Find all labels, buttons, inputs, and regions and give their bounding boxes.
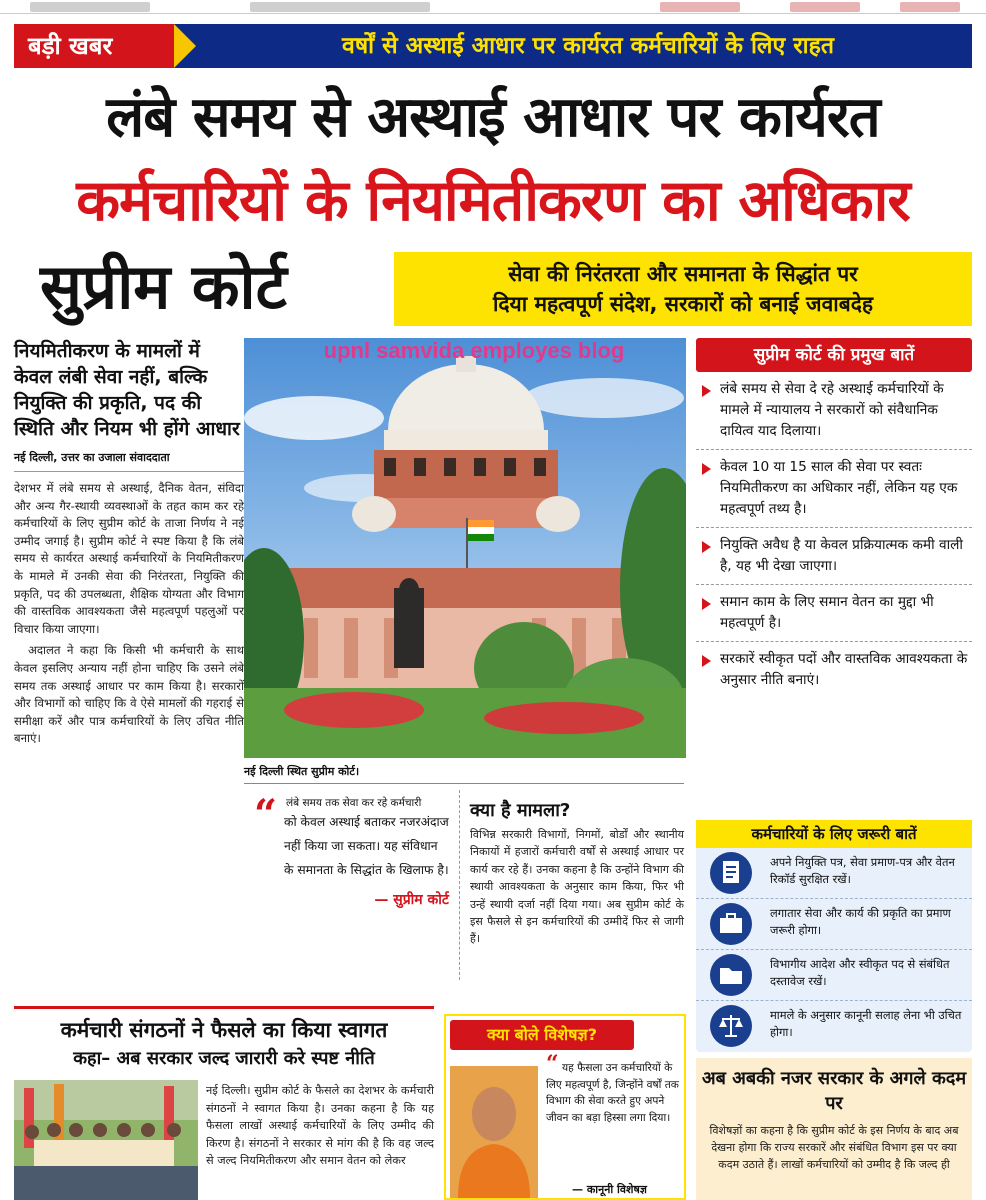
- deck-box: [394, 252, 972, 326]
- scales-icon: [710, 1005, 752, 1047]
- arrow-bullet-icon: [702, 655, 711, 667]
- headline-line-2: कर्मचारियों के नियमितीकरण का अधिकार: [76, 168, 910, 234]
- tip-item: [696, 899, 972, 950]
- case-background-box: [470, 798, 684, 948]
- key-points-column: [696, 338, 972, 698]
- tip-text: अपने नियुक्ति पत्र, सेवा प्रमाण-पत्र और वेतन रिकॉर्ड सुरक्षित रखें।: [770, 855, 955, 886]
- key-point-item: [696, 450, 972, 528]
- document-icon: [710, 852, 752, 894]
- next-step-text: विशेषज्ञों का कहना है कि सुप्रीम कोर्ट के इस निर्णय के बाद अब देखना होगा कि राज्य सरकारें और संबंधित विभाग इस पर क्या कदम उठाते हैं। लाखों कर्मचारियों को उम्मीद है कि जल्द ही: [709, 1124, 959, 1171]
- left-column: [14, 338, 244, 748]
- tip-item: [696, 848, 972, 899]
- key-point-text: समान काम के लिए समान वेतन का मुद्दा भी महत्वपूर्ण है।: [720, 594, 934, 631]
- unions-title: कर्मचारी संगठनों ने फैसले का किया स्वागत: [14, 1006, 434, 1045]
- deck-line-1: सेवा की निरंतरता और समानता के सिद्धांत पर: [508, 262, 858, 286]
- next-step-box: [696, 1058, 972, 1200]
- arrow-bullet-icon: [702, 385, 711, 397]
- tip-item: [696, 950, 972, 1001]
- briefcase-icon: [710, 903, 752, 945]
- key-points-title: सुप्रीम कोर्ट की प्रमुख बातें: [696, 338, 972, 372]
- flag-green: [468, 534, 494, 541]
- expert-quote: [546, 1051, 682, 1126]
- expert-quote-text: यह फैसला उन कर्मचारियों के लिए महत्वपूर्ण है, जिन्होंने वर्षों तक विभाग की सेवा करते हुए अपने जीवन का बड़ा हिस्सा लगा दिया।: [546, 1062, 679, 1124]
- flag-white: [468, 527, 494, 534]
- arrow-bullet-icon: [702, 463, 711, 475]
- photo-caption: नई दिल्ली स्थित सुप्रीम कोर्ट।: [244, 764, 684, 784]
- key-point-text: लंबे समय से सेवा दे रहे अस्थाई कर्मचारियों के मामले में न्यायालय ने सरकारों को संवैधानिक दायित्व याद दिलाया।: [720, 381, 944, 439]
- tip-text: मामले के अनुसार कानूनी सलाह लेना भी उचित होगा।: [770, 1008, 962, 1039]
- tip-text: लगातार सेवा और कार्य की प्रकृति का प्रमाण जरूरी होगा।: [770, 906, 951, 937]
- lead-heading: नियमितीकरण के मामलों में केवल लंबी सेवा नहीं, बल्कि नियुक्ति की प्रकृति, पद की स्थिति और नियम भी होंगे आधार: [14, 340, 240, 440]
- tip-item: [696, 1001, 972, 1052]
- key-point-item: [696, 585, 972, 642]
- tips-title: कर्मचारियों के लिए जरूरी बातें: [696, 820, 972, 848]
- key-point-item: [696, 642, 972, 698]
- breaking-tag: बड़ी खबर: [14, 24, 174, 68]
- key-point-text: केवल 10 या 15 साल की सेवा पर स्वतः नियमितीकरण का अधिकार नहीं, लेकिन यह एक महत्वपूर्ण तथ्य है।: [720, 459, 958, 517]
- key-point-text: सरकारें स्वीकृत पदों और वास्तविक आवश्यकता के अनुसार नीति बनाएं।: [720, 651, 968, 688]
- quote-mark-icon: “: [546, 1051, 559, 1077]
- expert-source: — कानूनी विशेषज्ञ: [572, 1183, 647, 1196]
- court-quote-box: [244, 790, 460, 980]
- breaking-chevron-yellow: [174, 24, 196, 68]
- masthead-strip: [0, 0, 986, 14]
- key-point-item: [696, 372, 972, 450]
- next-step-title: अब अबकी नजर सरकार के अगले कदम पर: [701, 1068, 967, 1114]
- quote-source: — सुप्रीम कोर्ट: [374, 892, 449, 908]
- article-paragraph-2: अदालत ने कहा कि किसी भी कर्मचारी के साथ केवल इसलिए अन्याय नहीं होना चाहिए कि उसने लंबे समय तक अस्थाई आधार पर काम किया है। सरकारों और विभागों को चाहिए कि वे ऐसे मामलों की गहराई से समीक्षा करें और पात्र कर्मचारियों के लिए उचित नीति बनाएं।: [14, 643, 244, 746]
- breaking-news-bar: [14, 24, 972, 68]
- breaking-text: वर्षों से अस्थाई आधार पर कार्यरत कर्मचारियों के लिए राहत: [342, 33, 834, 59]
- byline: नई दिल्ली, उत्तर का उजाला संवाददाता: [14, 450, 244, 472]
- arrow-bullet-icon: [702, 598, 711, 610]
- headline-line-1: लंबे समय से अस्थाई आधार पर कार्यरत: [106, 85, 880, 150]
- unions-group-photo: [14, 1080, 198, 1200]
- key-point-text: नियुक्ति अवैध है या केवल प्रक्रियात्मक कमी वाली है, यह भी देखा जाएगा।: [720, 537, 963, 574]
- watermark-text: upnl samvida employes blog: [323, 338, 625, 363]
- experts-title: क्या बोले विशेषज्ञ?: [450, 1020, 634, 1050]
- unions-story: [14, 1006, 434, 1168]
- tip-text: विभागीय आदेश और स्वीकृत पद से संबंधित दस्तावेज रखें।: [770, 957, 950, 988]
- quote-text: को केवल अस्थाई बताकर नजरअंदाज नहीं किया जा सकता। यह संविधान के समानता के सिद्धांत के खिलाफ है।: [284, 815, 449, 877]
- quote-intro: लंबे समय तक सेवा कर रहे कर्मचारी: [286, 797, 422, 809]
- unions-text: नई दिल्ली। सुप्रीम कोर्ट के फैसले का देशभर के कर्मचारी संगठनों ने स्वागत किया है। उनका कहना है कि यह फैसला लाखों अस्थाई कर्मचारियों के लिए उम्मीद की किरण है। संगठनों ने सरकार से मांग की है कि वह जल्द से जल्द नियमितीकरण और समान वेतन को लेकर: [206, 1084, 434, 1168]
- headline-line-3: सुप्रीम कोर्ट: [40, 250, 287, 323]
- flag-saffron: [468, 520, 494, 527]
- case-background-text: विभिन्न सरकारी विभागों, निगमों, बोर्डों और स्थानीय निकायों में हजारों कर्मचारी वर्षों से अस्थाई आधार पर कार्य कर रहे हैं। उनका कहना है कि उन्होंने विभाग की स्थायी आवश्यकता के अनुसार काम किया, फिर भी उन्हें स्थायी दर्जा नहीं दिया गया। अब सुप्रीम कोर्ट के इस फैसले से इन कर्मचारियों की उम्मीदें फिर से जागी हैं।: [470, 828, 684, 946]
- key-point-item: [696, 528, 972, 585]
- quote-mark-icon: “: [254, 791, 278, 838]
- unions-subtitle: कहा– अब सरकार जल्द जारारी करे स्पष्ट नीति: [73, 1048, 375, 1069]
- supreme-court-photo: [244, 338, 686, 758]
- expert-portrait: [450, 1066, 538, 1198]
- supreme-court-illustration: [244, 338, 686, 758]
- arrow-bullet-icon: [702, 541, 711, 553]
- folder-icon: [710, 954, 752, 996]
- article-paragraph-1: देशभर में लंबे समय से अस्थाई, दैनिक वेतन, संविदा और अन्य गैर-स्थायी व्यवस्थाओं के तहत काम कर रहे कर्मचारियों के लिए सुप्रीम कोर्ट के ताजा निर्णय ने नई उम्मीद जगाई है। सुप्रीम कोर्ट ने स्पष्ट किया है कि लंबे समय से कार्यरत अस्थाई कर्मचारियों के नियमितीकरण के मामले में उनकी सेवा की निरंतरता, नियुक्ति की प्रकृति, पद की उपलब्धता, शैक्षिक योग्यता और विभाग की वास्तविक आवश्यकता जैसे महत्वपूर्ण पहलुओं पर विचार किया जाएगा।: [14, 481, 244, 636]
- experts-box: [444, 1014, 686, 1200]
- deck-line-2: दिया महत्वपूर्ण संदेश, सरकारों को बनाई जवाबदेह: [492, 292, 874, 316]
- case-background-title: क्या है मामला?: [470, 800, 571, 821]
- employee-tips-box: [696, 820, 972, 1052]
